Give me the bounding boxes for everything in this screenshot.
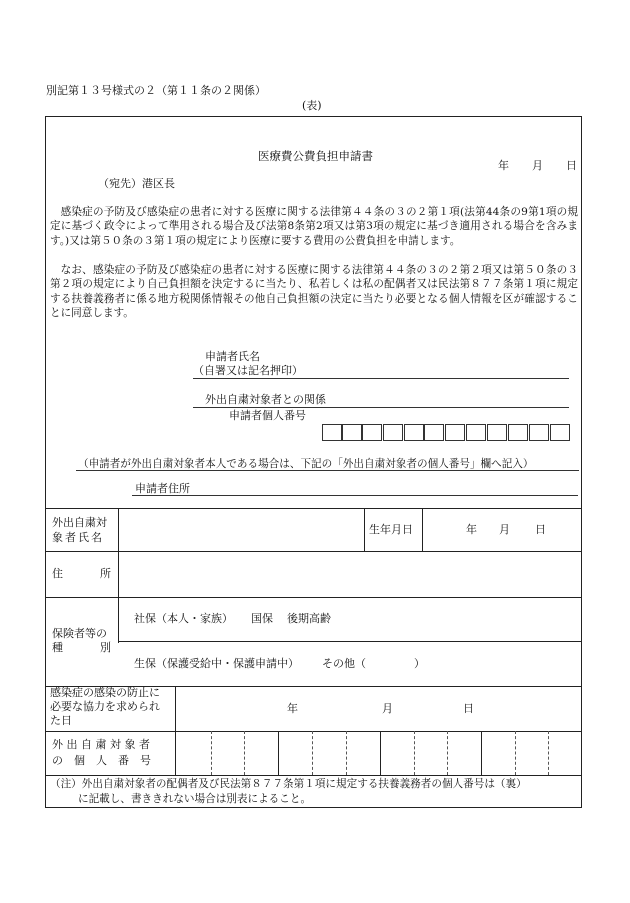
side-label: (表) (302, 99, 322, 112)
applicant-number-digit[interactable] (445, 424, 465, 441)
paragraph-consent: なお、感染症の予防及び感染症の患者に対する医療に関する法律第４４条の３の２第２項又は第５０条の３第２項の規定により自己負担額を決定するに当たり、私若しくは私の配偶者又は民法第８７７条第１項に規定する扶養義務者に係る地方税関係情報その他自己負担額の決定に当たり必要となる個人情報を区が確認することに同意します。 (50, 264, 578, 320)
footnote-line-1: （注）外出自粛対象者の配偶者及び民法第８７７条第１項に規定する扶養義務者の個人番号は（裏） (50, 778, 527, 790)
paragraph-application: 感染症の予防及び感染症の患者に対する医療に関する法律第４４条の３の２第１項(法第44条の9第1項の規定に基づく政令によって準用される場合及び法第8条第2項又は第3項の規定に基づき適用される場合を含みます。)又は第５０条の３第１項の規定により医療に要する費用の公費負担を申請します。 (50, 206, 578, 247)
date-month-label: 月 (532, 159, 543, 172)
insurer-option-welfare[interactable]: 生保（保護受給中・保護申請中） (134, 657, 299, 670)
column-divider (364, 508, 365, 551)
subject-name-label-2: 象者氏名 (52, 531, 104, 544)
dob-day-label: 日 (535, 523, 546, 536)
coop-date-label-2: 必要な協力を求められ (50, 700, 160, 713)
subject-number-label-1: 外 出 自 粛 対 象 者 (52, 738, 150, 751)
applicant-number-digit[interactable] (550, 424, 570, 441)
table-top-border (45, 508, 582, 509)
relationship-label: 外出自粛対象者との関係 (205, 393, 326, 406)
subject-name-label-1: 外出自粛対 (52, 516, 107, 529)
insurer-label-1: 保険者等の (52, 627, 107, 640)
applicant-number-digit[interactable] (383, 424, 403, 441)
addressee: （宛先）港区長 (98, 177, 175, 190)
applicant-address-label: 申請者住所 (135, 482, 190, 495)
coop-day-label: 日 (463, 702, 474, 715)
applicant-sign-label: （自署又は記名押印） (193, 364, 303, 377)
applicant-number-digit[interactable] (529, 424, 549, 441)
coop-date-label-1: 感染症の感染の防止に (50, 686, 160, 699)
insurer-label-3: 別 (100, 641, 111, 654)
self-applicant-note: （申請者が外出自粛対象者本人である場合は、下記の「外出自粛対象者の個人番号」欄へ記入） (78, 458, 534, 470)
applicant-number-digit[interactable] (404, 424, 424, 441)
column-divider (422, 508, 423, 551)
self-note-line (76, 470, 579, 471)
subject-number-field[interactable] (177, 733, 580, 773)
applicant-number-digit[interactable] (342, 424, 362, 441)
dob-label: 生年月日 (369, 523, 413, 536)
footnote-line-2: に記載し、書ききれない場合は別表によること。 (78, 793, 312, 805)
applicant-name-label: 申請者氏名 (205, 350, 260, 363)
applicant-address-line[interactable] (132, 495, 578, 496)
subject-address-label-1: 住 (52, 567, 63, 580)
subject-name-field[interactable] (120, 510, 362, 550)
date-day-label: 日 (566, 159, 577, 172)
row-divider (45, 551, 582, 552)
form-title: 医療費公費負担申請書 (258, 149, 373, 163)
insurer-option-social[interactable]: 社保（本人・家族） (134, 612, 233, 625)
dob-month-label: 月 (499, 523, 510, 536)
applicant-number-digit[interactable] (487, 424, 507, 441)
applicant-number-label: 申請者個人番号 (229, 409, 306, 422)
insurer-option-other[interactable]: その他（ (322, 657, 366, 670)
insurer-option-other-close: ） (414, 657, 425, 670)
relationship-line[interactable] (193, 407, 569, 408)
date-year-label: 年 (498, 159, 509, 172)
row-divider (118, 641, 582, 642)
subject-number-label-2: の 個 人 番 号 (52, 754, 151, 767)
subject-address-label-2: 所 (100, 567, 111, 580)
row-divider (45, 731, 582, 732)
insurer-option-national[interactable]: 国保 (251, 612, 273, 625)
column-divider (118, 508, 119, 643)
applicant-number-digit[interactable] (362, 424, 382, 441)
row-divider (45, 597, 582, 598)
dob-year-label: 年 (466, 523, 477, 536)
coop-month-label: 月 (382, 702, 393, 715)
subject-address-field[interactable] (120, 553, 580, 595)
form-id: 別記第１３号様式の２（第１１条の２関係） (46, 84, 266, 97)
applicant-number-digit[interactable] (424, 424, 444, 441)
row-divider (45, 775, 582, 776)
applicant-name-line[interactable] (193, 378, 569, 379)
column-divider (175, 686, 176, 775)
insurer-label-2: 種 (52, 641, 63, 654)
coop-year-label: 年 (287, 702, 298, 715)
insurer-option-elderly[interactable]: 後期高齢 (287, 612, 331, 625)
applicant-number-digit[interactable] (508, 424, 528, 441)
applicant-number-digit[interactable] (466, 424, 486, 441)
coop-date-label-3: た日 (50, 714, 72, 727)
applicant-number-digit[interactable] (322, 424, 342, 441)
